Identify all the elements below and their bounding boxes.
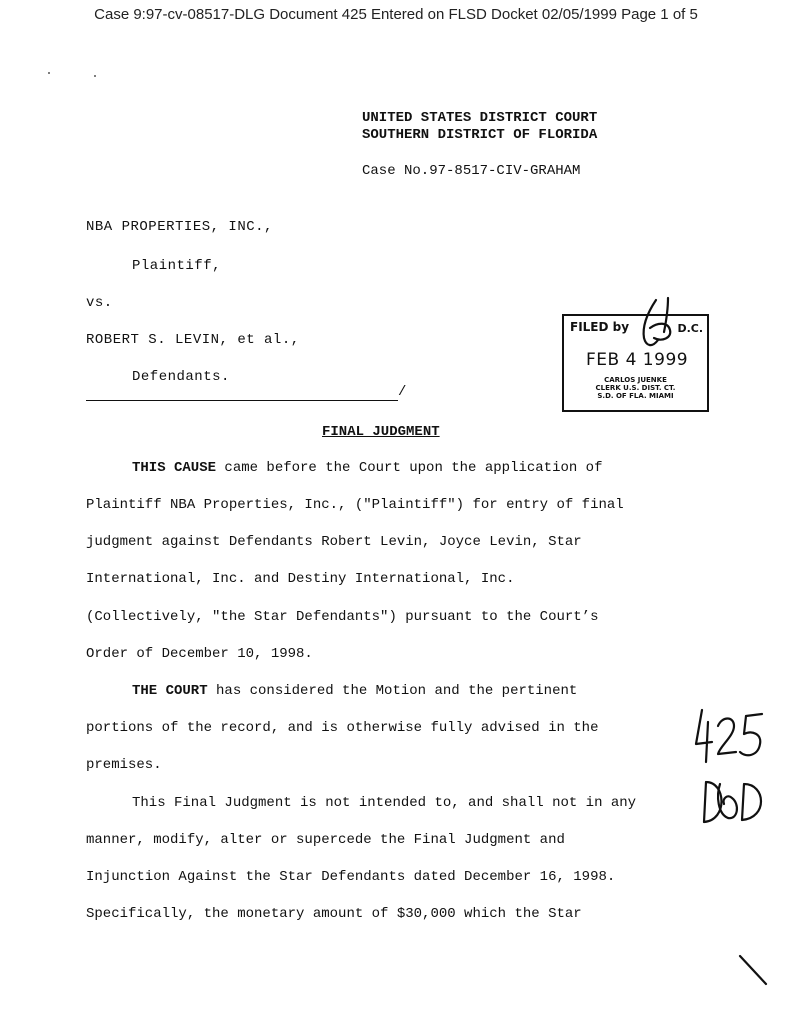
- handwritten-initials-icon: [696, 774, 776, 830]
- body-line: [132, 460, 602, 476]
- body-line: International, Inc. and Destiny International, Inc.: [86, 571, 515, 587]
- body-line: [132, 683, 577, 699]
- body-text: has considered the Motion and the pertinent: [207, 683, 578, 699]
- handwritten-docket-number-icon: [690, 700, 770, 766]
- this-cause-lead: THIS CAUSE: [132, 460, 217, 476]
- body-line: This Final Judgment is not intended to, and shall not in any: [132, 795, 637, 811]
- body-line: (Collectively, "the Star Defendants") pursuant to the Court’s: [86, 609, 599, 625]
- stamp-clerk-district: S.D. OF FLA. MIAMI: [597, 392, 674, 400]
- body-line: Order of December 10, 1998.: [86, 646, 313, 662]
- stamp-clerk-title: CLERK U.S. DIST. CT.: [595, 384, 676, 392]
- body-text: came before the Court upon the application of: [216, 460, 603, 476]
- body-line: Specifically, the monetary amount of $30,000 which the Star: [86, 906, 582, 922]
- body-line: Injunction Against the Star Defendants dated December 16, 1998.: [86, 869, 616, 885]
- caption-slash: /: [398, 384, 407, 400]
- versus-label: vs.: [86, 295, 113, 311]
- document-title: FINAL JUDGMENT: [322, 424, 440, 440]
- body-line: manner, modify, alter or supercede the Final Judgment and: [86, 832, 565, 848]
- scan-speck: [48, 72, 50, 74]
- case-number: Case No.97-8517-CIV-GRAHAM: [362, 163, 581, 179]
- stamp-clerk-name: CARLOS JUENKE: [604, 376, 667, 384]
- plaintiff-role: Plaintiff,: [132, 258, 222, 274]
- body-line: portions of the record, and is otherwise fully advised in the: [86, 720, 599, 736]
- court-district: SOUTHERN DISTRICT OF FLORIDA: [362, 127, 598, 143]
- docket-header: Case 9:97-cv-08517-DLG Document 425 Entered on FLSD Docket 02/05/1999 Page 1 of 5: [94, 6, 698, 23]
- stamp-clerk: [564, 376, 707, 400]
- plaintiff-name: NBA PROPERTIES, INC.,: [86, 219, 273, 235]
- body-line: judgment against Defendants Robert Levin, Joyce Levin, Star: [86, 534, 582, 550]
- defendant-name: ROBERT S. LEVIN, et al.,: [86, 332, 300, 348]
- stamp-filed-label: FILED by: [570, 320, 630, 334]
- caption-rule: [86, 400, 398, 401]
- the-court-lead: THE COURT: [132, 683, 208, 699]
- body-line: Plaintiff NBA Properties, Inc., ("Plaintiff") for entry of final: [86, 497, 624, 513]
- stamp-dc-label: D.C.: [677, 322, 703, 335]
- defendant-role: Defendants.: [132, 369, 230, 385]
- scan-speck: [94, 75, 96, 77]
- body-line: premises.: [86, 757, 162, 773]
- stamp-date: FEB 4 1999: [586, 350, 689, 370]
- court-name: UNITED STATES DISTRICT COURT: [362, 110, 598, 126]
- margin-stroke-icon: [734, 950, 774, 990]
- stamp-signature-icon: [598, 292, 698, 362]
